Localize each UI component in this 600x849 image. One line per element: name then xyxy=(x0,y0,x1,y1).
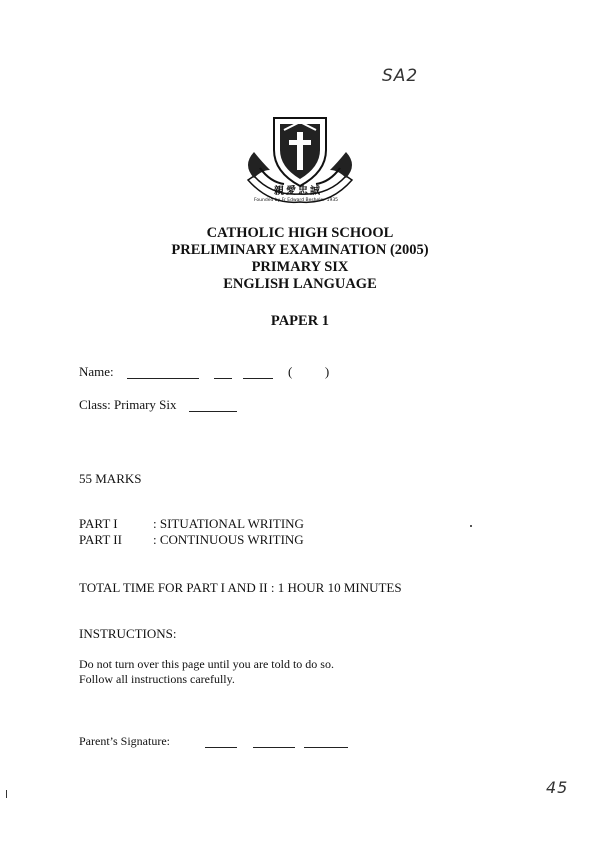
signature-blank xyxy=(304,747,348,748)
school-name: CATHOLIC HIGH SCHOOL xyxy=(206,225,394,241)
paper-number: PAPER 1 xyxy=(270,313,330,329)
crest-ribbon-text: Founded by Fr Edward Beshelor 1935 xyxy=(254,198,339,203)
exam-subject: ENGLISH LANGUAGE xyxy=(223,276,377,292)
part-description: : SITUATIONAL WRITING xyxy=(153,516,304,531)
signature-label: Parent’s Signature: xyxy=(79,734,170,748)
handwritten-note: SA2 xyxy=(382,66,419,86)
signature-blank xyxy=(205,747,237,748)
instruction-line: Do not turn over this page until you are told to do so. xyxy=(79,657,334,671)
school-crest xyxy=(240,110,360,210)
part-label: PART II xyxy=(79,532,122,547)
class-blank xyxy=(189,411,237,412)
name-blank xyxy=(214,378,232,379)
total-time: TOTAL TIME FOR PART I AND II : 1 HOUR 10 MINUTES xyxy=(79,580,402,595)
handwritten-mark: 45 xyxy=(546,778,569,797)
scan-speck xyxy=(6,790,7,798)
crest-motto: 親愛忠誠 xyxy=(274,186,322,197)
total-marks: 55 MARKS xyxy=(79,471,142,486)
index-number-paren: ( ) xyxy=(288,364,330,379)
part-description: : CONTINUOUS WRITING xyxy=(153,532,304,547)
scan-speck xyxy=(470,525,472,527)
exam-level: PRIMARY SIX xyxy=(251,259,349,275)
name-blank xyxy=(243,378,273,379)
name-blank xyxy=(127,378,199,379)
instruction-line: Follow all instructions carefully. xyxy=(79,672,235,686)
exam-title: PRELIMINARY EXAMINATION (2005) xyxy=(171,242,429,258)
part-label: PART I xyxy=(79,516,118,531)
class-label: Class: Primary Six xyxy=(79,397,177,412)
instructions-heading: INSTRUCTIONS: xyxy=(79,626,177,641)
signature-blank xyxy=(253,747,295,748)
name-label: Name: xyxy=(79,364,114,379)
